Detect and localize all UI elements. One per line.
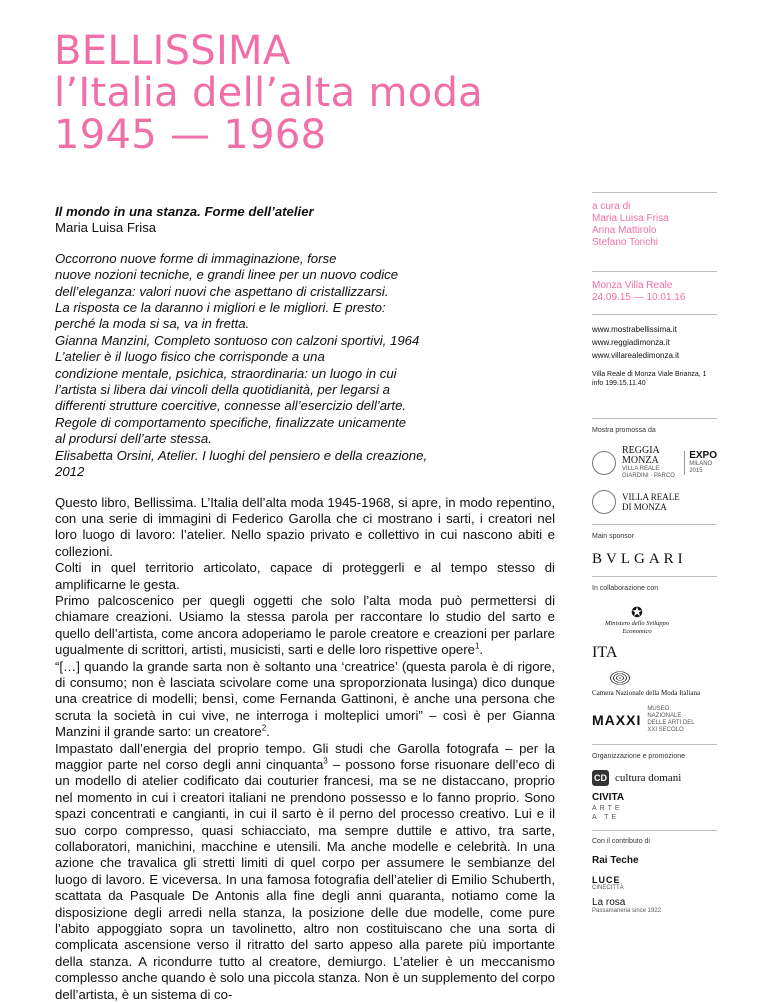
- paragraph-text: Primo palcoscenico per quegli oggetti che solo l’alta moda può permettersi di chiamare creazioni. Usiamo la stessa parola per raccontare lo studio del sarto e quello dell’artista, come ancora adoperiamo le parole creatore e creazioni per parlare ugualmente di scrittori, artisti, musicisti, sarti e delle loro rispettive opere: [55, 593, 555, 657]
- cultura-domani-logo: [592, 770, 717, 786]
- footnote-ref: 3: [323, 757, 327, 766]
- camera-name: Camera Nazionale della Moda Italiana: [592, 689, 717, 698]
- dates: 24.09.15 — 10.01.16: [592, 292, 717, 304]
- divider: [592, 418, 717, 419]
- title-line-3: 1945 — 1968: [54, 114, 483, 156]
- cd-badge: CD: [592, 770, 609, 786]
- expo-logo: [684, 451, 717, 475]
- curator-name: Maria Luisa Frisa: [592, 213, 717, 225]
- article-body: [55, 495, 555, 1003]
- paragraph: [55, 741, 555, 1003]
- website-link[interactable]: www.villarealedimonza.it: [592, 349, 717, 362]
- rai-teche-logo: Rai Teche: [592, 855, 717, 867]
- republic-emblem-icon: ✪: [592, 604, 682, 620]
- websites: [592, 323, 717, 362]
- curators-block: [592, 201, 717, 249]
- cultura-name: cultura domani: [615, 773, 681, 784]
- luce-name: LUCE: [592, 875, 717, 885]
- website-link[interactable]: www.reggiadimonza.it: [592, 336, 717, 349]
- info-phone: info 199.15.11.40: [592, 379, 717, 388]
- paragraph: “[…] quando la grande sarta non è soltanto una ‘creatrice’ (questa parola è di rigore, di consumo; non è lasciata scivolare come una sproporzionata lusinga) dico dunque una creatrice di modelli; bensì, come Fernanda Gattinoni, è anche una persona che scruta la società in cui vive, ne interroga i molteplici umori” – così è per Gianna Manzini il grande sarto: un creatore$^2$.: [55, 659, 555, 741]
- maxxi-sub: MUSEO NAZIONALE DELLE ARTI DEL XXI SECOLO: [647, 706, 697, 734]
- curator-name: Anna Mattirolo: [592, 225, 717, 237]
- maxxi-name: MAXXI: [592, 712, 641, 728]
- article-author: Maria Luisa Frisa: [55, 220, 555, 236]
- reggia-sub: VILLA REALE · GIARDINI · PARCO: [622, 466, 678, 480]
- sidebar: [592, 192, 717, 915]
- promoted-label: Mostra promossa da: [592, 425, 717, 436]
- epigraph-line: Occorrono nuove forme di immaginazione, forse: [55, 251, 555, 267]
- la-rosa-name: La rosa: [592, 898, 717, 908]
- reggia-name: REGGIA MONZA: [622, 446, 678, 466]
- epigraph-line: perché la moda si sa, va in fretta.: [55, 316, 555, 332]
- title-line-1: BELLISSIMA: [54, 30, 483, 72]
- website-link[interactable]: www.mostrabellissima.it: [592, 323, 717, 336]
- ministero-logo: [592, 604, 682, 636]
- address-block: [592, 370, 717, 388]
- epigraph-line: L’atelier è il luogo fisico che corrisponde a una: [55, 349, 555, 365]
- ita-logo: ITA: [592, 644, 717, 662]
- epigraph-line: dell’eleganza: valori nuovi che aspettano di cristallizzarsi.: [55, 284, 555, 300]
- epigraph-line: 2012: [55, 464, 555, 480]
- venue-block: [592, 280, 717, 304]
- footnote-ref: 2: [262, 724, 266, 733]
- epigraph-line: Gianna Manzini, Completo sontuoso con calzoni sportivi, 1964: [55, 333, 555, 349]
- luce-logo: [592, 875, 717, 892]
- article-title: Il mondo in una stanza. Forme dell’atelier: [55, 204, 555, 220]
- villa-reale-logo: [592, 490, 717, 514]
- paragraph: Primo palcoscenico per quegli oggetti che solo l’alta moda può permettersi di chiamare creazioni. Usiamo la stessa parola per raccontare lo studio del sarto e quello dell’artista, come ancora adoperiamo le parole creatore e creazioni per parlare ugualmente di scrittori, artisti, musicisti, sarti e delle loro rispettive opere$^1$.: [55, 593, 555, 659]
- epigraph-line: differenti strutture coercitive, connesse all’esercizio dell’arte.: [55, 398, 555, 414]
- reggia-text: [622, 446, 678, 480]
- title-line-2: l’Italia dell’alta moda: [54, 72, 483, 114]
- venue: Monza Villa Reale: [592, 280, 717, 292]
- epigraph-line: l’artista si libera dai vincoli della quotidianità, per legarsi a: [55, 382, 555, 398]
- divider: [592, 524, 717, 525]
- luce-sub: CINECITTÀ: [592, 885, 717, 892]
- curator-name: Stefano Tonchi: [592, 237, 717, 249]
- footnote-ref: 1: [475, 642, 479, 651]
- paragraph-text: – possono forse risuonare dell’eco di un modello di atelier codificato dai couturier francesi, ma se ne distaccano, proprio nel momento in cui i creatori italiani ne prendono possesso e lo fanno proprio. Sono spazi concentrati e cangianti, in cui il sarto è il perno del processo creativo. Lui e il suo corpo compresso, quasi schiacciato, ma sempre duttile e attivo, tra sarte, collaboratori, manichini, macchine e utensili. Ma anche modelle e celebrità. In una azione che travalica gli stretti limiti di quel corpo per assumere le sembianze del luogo di lavoro. E viceversa. In una famosa fotografia dell’atelier di Emilio Schuberth, scattata da Pasquale De Antonis alla fine degli anni quaranta, notiamo come la disposizione degli arredi nella stanza, la posizione delle due modelle, come pure l’abito appoggiato sopra un tavolinetto, altro non costituiscano che una sorta di complicata ascensione verso il ritratto del sarto appeso alla parete più importante della stanza. A ricondurre tutto al creatore, demiurgo. L’atelier è un meccanismo complesso anche quando è solo una piccola stanza. Non è un supplemento del corpo dell’artista, è un sistema di co-: [55, 757, 555, 1002]
- civita-sub: ARTE A TE: [592, 804, 632, 822]
- main-column: [55, 204, 555, 1003]
- villa-name: VILLA REALE DI MONZA: [622, 492, 682, 512]
- reggia-emblem-icon: [592, 451, 616, 475]
- paragraph-text: “[…] quando la grande sarta non è soltanto una ‘creatrice’ (questa parola è di rigore, di consumo; non è lasciata scivolare come una sproporzionata lusinga) dico dunque una creatrice di modelli; bensì, come Fernanda Gattinoni, è anche una persona che scruta la società in cui vive, ne interroga i molteplici umori” – così è per Gianna Manzini il grande sarto: un creatore: [55, 659, 555, 740]
- paragraph: Questo libro, Bellissima. L’Italia dell’alta moda 1945-1968, si apre, in modo repentino, con una serie di immagini di Federico Garolla che ci mostrano i sarti, i creatori nel loro luogo di lavoro: l’atelier. Nello spazio privato e collettivo in cui nascono abiti e collezioni.: [55, 495, 555, 561]
- bulgari-logo: BVLGARI: [592, 550, 717, 568]
- epigraph: [55, 251, 555, 481]
- sponsor-label: Main sponsor: [592, 531, 717, 542]
- divider: [592, 314, 717, 315]
- expo-name: EXPO: [689, 451, 717, 461]
- org-label: Organizzazione e promozione: [592, 751, 717, 762]
- la-rosa-logo: [592, 898, 717, 915]
- epigraph-line: condizione mentale, psichica, straordinaria: un luogo in cui: [55, 366, 555, 382]
- divider: [592, 830, 717, 831]
- paragraph-text: Impastato dall’energia del proprio tempo. Gli studi che Garolla fotografa – per la maggior parte nel corso degli anni cinquanta: [55, 741, 555, 772]
- contrib-label: Con il contributo di: [592, 836, 717, 847]
- civita-logo: [592, 792, 717, 822]
- epigraph-line: nuove nozioni tecniche, e grandi linee per un nuovo codice: [55, 267, 555, 283]
- reggia-logo: [592, 446, 717, 480]
- epigraph-line: al prodursi dell’arte stessa.: [55, 431, 555, 447]
- divider: [592, 271, 717, 272]
- expo-sub: MILANO 2015: [689, 461, 717, 475]
- divider: [592, 744, 717, 745]
- epigraph-line: Elisabetta Orsini, Atelier. I luoghi del pensiero e della creazione,: [55, 448, 555, 464]
- camera-emblem-icon: [608, 670, 632, 686]
- camera-moda-logo: [592, 670, 717, 698]
- curated-label: a cura di: [592, 201, 717, 213]
- divider: [592, 192, 717, 193]
- exhibition-title: [54, 30, 483, 156]
- maxxi-logo: [592, 706, 717, 734]
- divider: [592, 576, 717, 577]
- collab-label: In collaborazione con: [592, 583, 717, 594]
- paragraph: Colti in quel territorio articolato, capace di proteggerli e al tempo stesso di amplificarne le gesta.: [55, 560, 555, 593]
- address: Villa Reale di Monza Viale Brianza, 1: [592, 370, 717, 379]
- epigraph-line: La risposta ce la daranno i migliori e le migliori. E presto:: [55, 300, 555, 316]
- villa-emblem-icon: [592, 490, 616, 514]
- la-rosa-sub: Passamaneria since 1922: [592, 908, 717, 915]
- epigraph-line: Regole di comportamento specifiche, finalizzate unicamente: [55, 415, 555, 431]
- civita-name: CIVITA: [592, 792, 717, 804]
- ministero-name: Ministero dello Sviluppo Economico: [592, 620, 682, 636]
